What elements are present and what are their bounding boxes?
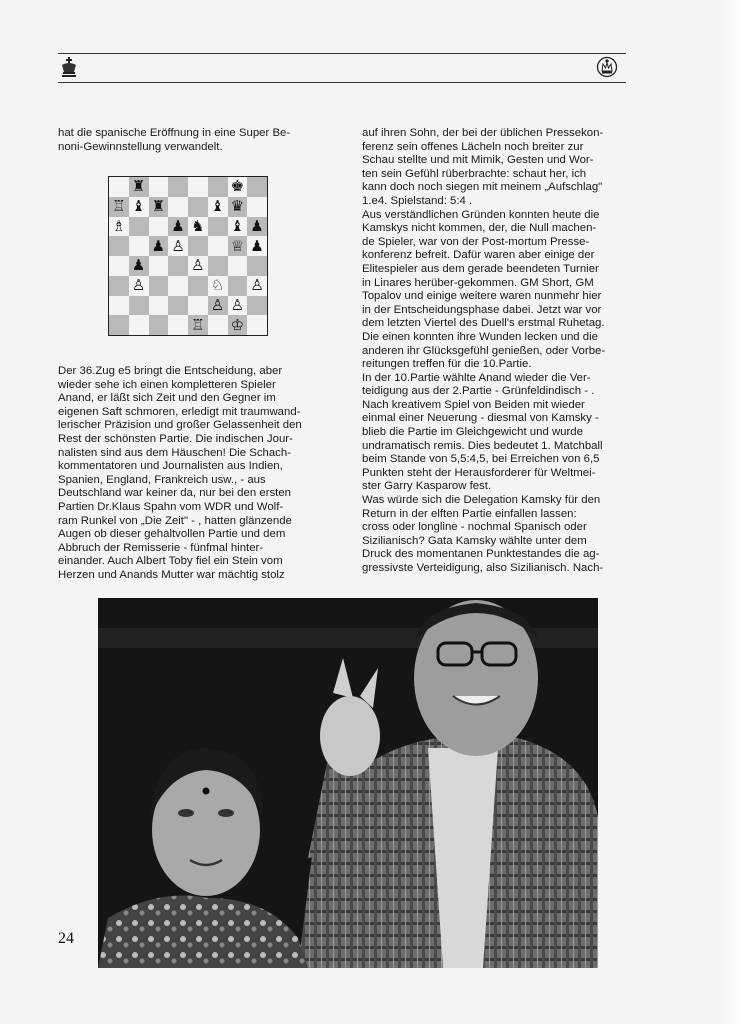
text-line: Kamskys nicht kommen, der, die Null machen- bbox=[362, 222, 597, 235]
board-square: ♙ bbox=[129, 276, 149, 296]
text-line: Der 36.Zug e5 bringt die Entscheidung, aber bbox=[58, 365, 283, 377]
text-line: Elitespieler aus dem gerade beendeten Turnier bbox=[362, 262, 599, 275]
text-line: Die einen konnten ihre Wunden lecken und die bbox=[362, 330, 598, 343]
text-line: einander. Auch Albert Toby fiel ein Stein vom bbox=[58, 555, 283, 568]
board-square: ♟ bbox=[129, 256, 149, 276]
text-line: ram Runkel von „Die Zeit" - , hatten glänzende bbox=[58, 514, 292, 527]
board-square: ♝ bbox=[228, 217, 248, 237]
right-column-text bbox=[362, 127, 626, 576]
text-line: Abbruch der Remisserie - fünfmal hinter- bbox=[58, 541, 264, 554]
board-square bbox=[228, 276, 248, 296]
board-square bbox=[208, 256, 228, 276]
text-line: cross oder longline - nochmal Spanisch oder bbox=[362, 521, 587, 534]
text-line: Augen ob dieser gehaltvollen Partie und dem bbox=[58, 528, 286, 541]
chess-board-diagram bbox=[108, 176, 268, 336]
text-line: Punkten steht der Herausforderer für Weltmei- bbox=[362, 466, 596, 479]
text-line: Anand, er läßt sich Zeit und den Gegner im bbox=[58, 392, 276, 405]
text-line: hat die spanische Eröffnung in eine Super Be- bbox=[58, 127, 291, 139]
text-line: Druck des momentanen Punktestandes die ag- bbox=[362, 548, 600, 561]
board-square bbox=[109, 256, 129, 276]
text-line: noni-Gewinnstellung verwandelt. bbox=[58, 140, 223, 153]
left-column-text bbox=[58, 365, 320, 583]
board-square bbox=[188, 197, 208, 217]
board-square bbox=[168, 315, 188, 335]
text-line: Schau stellte und mit Mimik, Gesten und Wor- bbox=[362, 154, 594, 167]
board-square bbox=[149, 276, 169, 296]
board-square bbox=[188, 276, 208, 296]
board-square: ♙ bbox=[188, 256, 208, 276]
board-square: ♝ bbox=[129, 197, 149, 217]
text-line: beim Stande von 5,5:4,5, bei Erreichen von 6,5 bbox=[362, 453, 600, 466]
board-square: ♞ bbox=[188, 217, 208, 237]
board-square bbox=[247, 296, 267, 316]
text-line: gressivste Verteidigung, also Sizilianisch. Nach- bbox=[362, 562, 604, 574]
board-square bbox=[109, 236, 129, 256]
board-square bbox=[129, 217, 149, 237]
text-line: Nach kreativem Spiel von Beiden mit wieder bbox=[362, 398, 585, 411]
text-line: dem letzten Viertel des Duell's erstmal Ruhetag. bbox=[362, 317, 605, 330]
board-square bbox=[109, 296, 129, 316]
board-square bbox=[168, 256, 188, 276]
text-line: Return in der elften Partie einfallen lassen: bbox=[362, 507, 577, 520]
text-line: reitungen treffen für die 10.Partie. bbox=[362, 358, 532, 371]
board-square bbox=[149, 177, 169, 197]
board-square bbox=[168, 276, 188, 296]
board-square bbox=[129, 315, 149, 335]
board-square: ♕ bbox=[228, 236, 248, 256]
text-line: eigenen Saft schmoren, erledigt mit traumwand- bbox=[58, 405, 301, 418]
board-square: ♟ bbox=[149, 236, 169, 256]
text-line: ferenz sein offenes Lächeln noch breiter zur bbox=[362, 140, 584, 153]
board-square bbox=[188, 177, 208, 197]
board-square bbox=[247, 256, 267, 276]
board-square bbox=[149, 256, 169, 276]
text-line: teidigung aus der 2.Partie - Grünfeldindisch - . bbox=[362, 385, 595, 398]
text-line: In der 10.Partie wählte Anand wieder die Ver- bbox=[362, 371, 591, 384]
board-square bbox=[168, 296, 188, 316]
board-square bbox=[188, 296, 208, 316]
text-line: lerischer Präzision und großer Gelassenheit den bbox=[58, 419, 302, 432]
board-square: ♙ bbox=[208, 296, 228, 316]
board-square bbox=[247, 197, 267, 217]
board-square: ♟ bbox=[247, 236, 267, 256]
page-edge bbox=[718, 0, 744, 1024]
text-line: Rest der schönsten Partie. Die indischen Jour- bbox=[58, 432, 293, 445]
board-square bbox=[208, 236, 228, 256]
board-square bbox=[149, 217, 169, 237]
board-square: ♛ bbox=[228, 197, 248, 217]
board-square bbox=[168, 177, 188, 197]
board-square bbox=[228, 256, 248, 276]
board-square: ♙ bbox=[228, 296, 248, 316]
text-line: Herzen und Anands Mutter war mächtig stolz bbox=[58, 568, 285, 581]
header-rule-bottom bbox=[58, 82, 626, 83]
text-line: Deutschland war keiner da, nur bei den ersten bbox=[58, 487, 292, 500]
board-square bbox=[149, 315, 169, 335]
board-square: ♔ bbox=[228, 315, 248, 335]
text-line: kann doch noch siegen mit meinem „Aufschlag" bbox=[362, 181, 603, 194]
text-line: Aus verständlichen Gründen konnten heute die bbox=[362, 208, 600, 221]
text-line: anderen ihr Glücksgefühl genießen, oder Vorbe- bbox=[362, 344, 606, 357]
text-line: ten sein Gefühl rüberbrachte: schaut her, ich bbox=[362, 167, 587, 180]
board-square: ♜ bbox=[129, 177, 149, 197]
board-square bbox=[188, 236, 208, 256]
board-square bbox=[168, 197, 188, 217]
text-line: Spanien, England, Frankreich usw., - aus bbox=[58, 473, 266, 486]
board-square bbox=[208, 217, 228, 237]
text-line: wieder sehe ich einen kompletteren Spieler bbox=[58, 378, 276, 391]
text-line: konferenz befreit. Dafür waren aber einige der bbox=[362, 249, 595, 262]
queen-in-circle-icon bbox=[596, 56, 618, 78]
text-line: auf ihren Sohn, der bei der üblichen Pressekon- bbox=[362, 127, 604, 139]
board-square bbox=[109, 276, 129, 296]
text-line: Was würde sich die Delegation Kamsky für den bbox=[362, 494, 601, 507]
board-square: ♖ bbox=[109, 197, 129, 217]
text-line: Partien Dr.Klaus Spahn vom WDR und Wolf- bbox=[58, 500, 284, 513]
board-square bbox=[109, 315, 129, 335]
board-square: ♖ bbox=[188, 315, 208, 335]
board-square bbox=[149, 296, 169, 316]
text-line: de Spieler, war von der Post-mortum Presse- bbox=[362, 235, 590, 248]
board-square: ♟ bbox=[247, 217, 267, 237]
text-line: Sizilianisch? Gata Kamsky wählte unter dem bbox=[362, 534, 587, 547]
text-line: blieb die Partie im Gleichgewicht und wurde bbox=[362, 426, 583, 439]
board-square bbox=[247, 315, 267, 335]
board-square bbox=[129, 236, 149, 256]
page-number: 24 bbox=[58, 930, 74, 947]
text-line: undramatisch remis. Dies bedeutet 1. Matchball bbox=[362, 439, 603, 452]
board-square: ♟ bbox=[168, 217, 188, 237]
board-square: ♙ bbox=[168, 236, 188, 256]
board-square: ♝ bbox=[208, 197, 228, 217]
text-line: Topalov und einige weitere waren nunmehr hier bbox=[362, 290, 602, 303]
text-line: 1.e4. Spielstand: 5:4 . bbox=[362, 194, 473, 207]
photo bbox=[98, 598, 598, 968]
text-line: einmal einer Neuerung - diesmal von Kamsky - bbox=[362, 412, 599, 425]
board-square bbox=[129, 296, 149, 316]
text-line: in Linares herüber-gekommen. GM Short, GM bbox=[362, 276, 594, 289]
text-line: ster Garry Kasparow fest. bbox=[362, 480, 492, 493]
left-column-intro bbox=[58, 127, 320, 154]
board-square bbox=[208, 177, 228, 197]
board-square: ♚ bbox=[228, 177, 248, 197]
board-square: ♙ bbox=[247, 276, 267, 296]
header-rule-top bbox=[58, 53, 626, 54]
board-square: ♜ bbox=[149, 197, 169, 217]
king-icon bbox=[58, 56, 80, 78]
text-line: nalisten sind aus dem Häuschen! Die Schach- bbox=[58, 446, 292, 459]
board-square bbox=[208, 315, 228, 335]
text-line: kommentatoren und Journalisten aus Indien, bbox=[58, 460, 283, 473]
board-square: ♗ bbox=[109, 217, 129, 237]
board-square: ♘ bbox=[208, 276, 228, 296]
photo-illustration bbox=[98, 598, 598, 968]
board-square bbox=[247, 177, 267, 197]
text-line: in der Entscheidungsphase dabei. Jetzt war vor bbox=[362, 303, 602, 316]
board-square bbox=[109, 177, 129, 197]
